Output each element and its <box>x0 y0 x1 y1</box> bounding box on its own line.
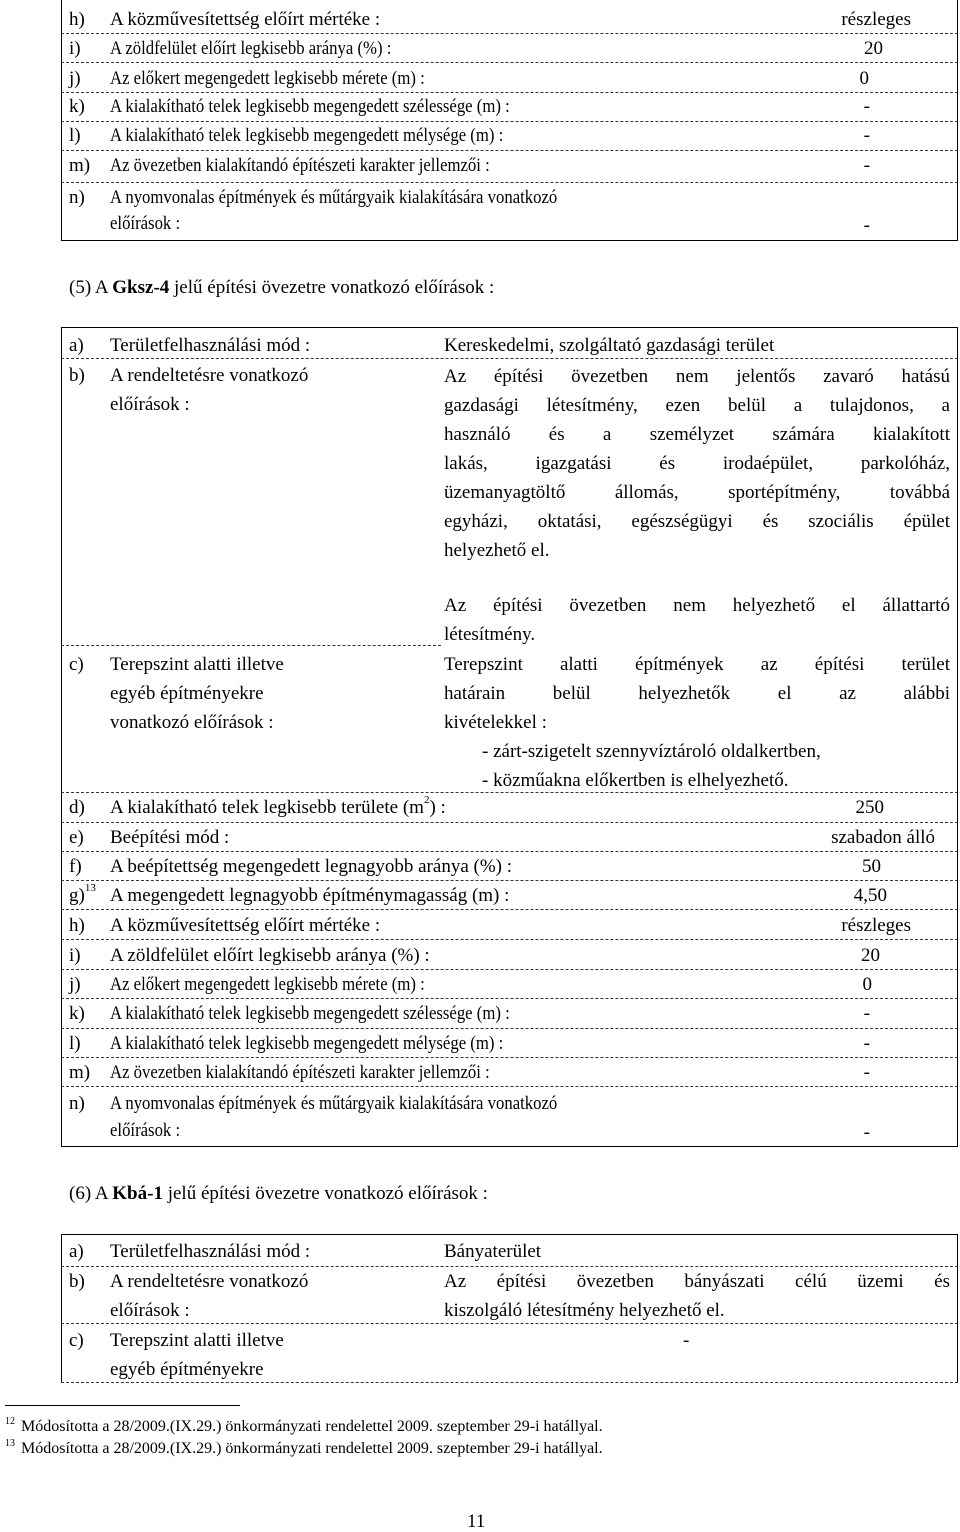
row-letter: i) <box>69 38 81 59</box>
exception-item: - közműakna előkertben is elhelyezhető. <box>482 770 789 791</box>
row-label: Az övezetben kialakítandó építészeti karakter jellemzői : <box>110 155 490 176</box>
dashed-separator <box>61 62 958 63</box>
row-value: - <box>863 96 870 117</box>
row-letter: a) <box>69 335 84 356</box>
row-letter: l) <box>69 1033 81 1054</box>
row-label: A nyomvonalas építmények és műtárgyaik kialakítására vonatkozó <box>110 187 558 208</box>
row-value: részleges <box>841 9 911 30</box>
row-value: - <box>863 155 870 176</box>
underground-label: Terepszint alatti illetve <box>110 654 284 675</box>
row-value: 0 <box>859 68 869 89</box>
dashed-separator <box>61 998 958 999</box>
row-letter: k) <box>69 1003 85 1024</box>
row-value: - <box>863 1003 870 1024</box>
dashed-separator <box>61 1028 958 1029</box>
purpose-label-continued: előírások : <box>110 1300 190 1321</box>
row-label: A kialakítható telek legkisebb megengedett szélessége (m) : <box>110 96 510 117</box>
dashed-separator <box>61 1323 958 1324</box>
purpose-label: A rendeltetésre vonatkozó <box>110 1271 309 1292</box>
row-letter: h) <box>69 915 85 936</box>
section-5-heading: (5) A Gksz-4 jelű építési övezetre vonatkozó előírások : <box>69 277 495 298</box>
row-letter: l) <box>69 125 81 146</box>
row-label: A kialakítható telek legkisebb megengedett szélessége (m) : <box>110 1003 510 1024</box>
land-use-label: Területfelhasználási mód : <box>110 335 311 356</box>
row-label: A nyomvonalas építmények és műtárgyaik kialakítására vonatkozó <box>110 1093 558 1114</box>
row-letter: n) <box>69 1093 85 1114</box>
row-label: A kialakítható telek legkisebb megengedett mélysége (m) : <box>110 1033 504 1054</box>
row-value: 20 <box>864 38 883 59</box>
exception-item: - zárt-szigetelt szennyvíztároló oldalkertben, <box>482 741 821 762</box>
row-value: - <box>863 1033 870 1054</box>
dashed-separator <box>61 909 958 910</box>
row-label: A kialakítható telek legkisebb megengedett mélysége (m) : <box>110 125 504 146</box>
dashed-separator <box>61 1086 958 1087</box>
row-letter: k) <box>69 96 85 117</box>
dashed-separator <box>61 969 958 970</box>
row-value: 0 <box>862 974 872 995</box>
row-value: - <box>863 215 870 236</box>
dashed-separator <box>61 851 958 852</box>
section-6-heading: (6) A Kbá-1 jelű építési övezetre vonatkozó előírások : <box>69 1183 488 1204</box>
land-use-value: Bányaterület <box>444 1241 542 1262</box>
footnote-rule <box>5 1405 240 1406</box>
row-value: - <box>863 1062 870 1083</box>
dashed-separator <box>61 1382 958 1383</box>
dashed-separator <box>61 822 958 823</box>
underground-label-continued: vonatkozó előírások : <box>110 712 274 733</box>
row-label: A közművesítettség előírt mértéke : <box>110 915 381 936</box>
dashed-separator <box>61 33 958 34</box>
row-label: A megengedett legnagyobb építménymagasság (m) : <box>110 885 510 906</box>
underground-label-continued: egyéb építményekre <box>110 683 264 704</box>
row-value: 50 <box>862 856 881 877</box>
row-value: 4,50 <box>853 885 887 906</box>
row-letter: e) <box>69 827 84 848</box>
purpose-label-continued: előírások : <box>110 394 190 415</box>
row-letter: a) <box>69 1241 84 1262</box>
row-label: Az előkert megengedett legkisebb mérete (m) : <box>110 974 425 995</box>
row-label: A zöldfelület előírt legkisebb aránya (%) : <box>110 38 392 59</box>
row-label: A kialakítható telek legkisebb területe (m$^2$) : <box>110 794 446 818</box>
underground-value: - <box>683 1330 690 1351</box>
underground-label-continued: egyéb építményekre <box>110 1359 264 1380</box>
row-letter: c) <box>69 654 84 675</box>
row-letter: m) <box>69 1062 91 1083</box>
row-letter: c) <box>69 1330 84 1351</box>
row-label: A beépítettség megengedett legnagyobb aránya (%) : <box>110 856 513 877</box>
dashed-separator <box>61 182 958 183</box>
row-label: A zöldfelület előírt legkisebb aránya (%) : <box>110 945 430 966</box>
row-letter: b) <box>69 365 85 386</box>
row-letter: i) <box>69 945 81 966</box>
purpose-label: A rendeltetésre vonatkozó <box>110 365 309 386</box>
row-label: Beépítési mód : <box>110 827 230 848</box>
row-value: - <box>863 125 870 146</box>
row-letter: m) <box>69 155 91 176</box>
dashed-separator <box>61 792 958 793</box>
row-letter: n) <box>69 187 85 208</box>
dashed-separator <box>61 1057 958 1058</box>
dashed-separator <box>61 880 958 881</box>
row-letter: j) <box>69 68 81 89</box>
row-letter: f) <box>69 856 82 877</box>
row-label-continued: előírások : <box>110 1120 181 1141</box>
footnote: $^{12}$ Módosította a 28/2009.(IX.29.) önkormányzati rendelettel 2009. szeptember 29-i hatállyal. <box>5 1416 603 1435</box>
row-letter: g)$^{13}$ <box>69 882 96 906</box>
row-label: Az előkert megengedett legkisebb mérete (m) : <box>110 68 425 89</box>
underground-label: Terepszint alatti illetve <box>110 1330 284 1351</box>
dashed-separator <box>61 150 958 151</box>
footnote: $^{13}$ Módosította a 28/2009.(IX.29.) önkormányzati rendelettel 2009. szeptember 29-i hatállyal. <box>5 1438 603 1457</box>
row-letter: b) <box>69 1271 85 1292</box>
dashed-separator <box>61 939 958 940</box>
row-value: - <box>863 1122 870 1143</box>
dashed-separator <box>61 358 958 359</box>
row-label: A közművesítettség előírt mértéke : <box>110 9 381 30</box>
row-value: szabadon álló <box>831 827 935 848</box>
page-number: 11 <box>467 1511 486 1532</box>
row-label: Az övezetben kialakítandó építészeti karakter jellemzői : <box>110 1062 490 1083</box>
dashed-separator <box>61 92 958 93</box>
row-letter: h) <box>69 9 85 30</box>
row-letter: d) <box>69 797 85 818</box>
row-value: részleges <box>841 915 911 936</box>
land-use-value: Kereskedelmi, szolgáltató gazdasági terület <box>444 335 775 356</box>
land-use-label: Területfelhasználási mód : <box>110 1241 311 1262</box>
row-label-continued: előírások : <box>110 213 181 234</box>
dashed-separator <box>61 645 441 646</box>
row-value: 20 <box>861 945 880 966</box>
row-letter: j) <box>69 974 81 995</box>
row-value: 250 <box>855 797 884 818</box>
dashed-separator <box>61 121 958 122</box>
